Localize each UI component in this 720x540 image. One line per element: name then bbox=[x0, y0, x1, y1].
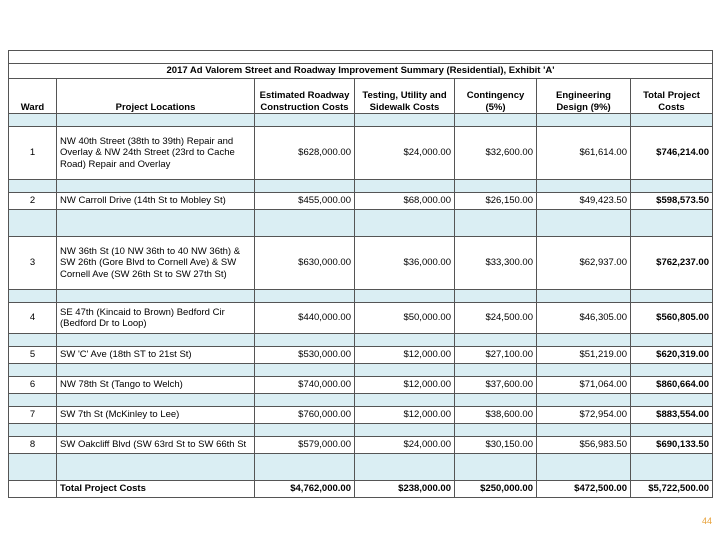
construction-cell: $630,000.00 bbox=[255, 237, 355, 290]
testing-cell: $24,000.00 bbox=[355, 127, 455, 180]
location-cell: SE 47th (Kincaid to Brown) Bedford Cir (Bedford Dr to Loop) bbox=[57, 303, 255, 334]
location-cell: SW Oakcliff Blvd (SW 63rd St to SW 66th St bbox=[57, 437, 255, 454]
table-row bbox=[9, 437, 713, 454]
header-engineering: Engineering Design (9%) bbox=[537, 79, 631, 114]
ward-cell: 3 bbox=[9, 237, 57, 290]
testing-cell: $68,000.00 bbox=[355, 193, 455, 210]
ward-cell: 5 bbox=[9, 347, 57, 364]
ward-cell: 4 bbox=[9, 303, 57, 334]
table-row bbox=[9, 303, 713, 334]
title-row bbox=[9, 64, 713, 79]
construction-cell: $740,000.00 bbox=[255, 377, 355, 394]
gap-row bbox=[9, 210, 713, 237]
engineering-cell: $56,983.50 bbox=[537, 437, 631, 454]
table-row bbox=[9, 347, 713, 364]
table-row bbox=[9, 127, 713, 180]
total-cell: $598,573.50 bbox=[631, 193, 713, 210]
engineering-cell: $51,219.00 bbox=[537, 347, 631, 364]
construction-cell: $760,000.00 bbox=[255, 407, 355, 424]
header-construction: Estimated Roadway Construction Costs bbox=[255, 79, 355, 114]
construction-cell: $628,000.00 bbox=[255, 127, 355, 180]
ward-cell: 6 bbox=[9, 377, 57, 394]
testing-cell: $12,000.00 bbox=[355, 377, 455, 394]
gap-row bbox=[9, 290, 713, 303]
gap-row bbox=[9, 424, 713, 437]
location-cell: NW 40th Street (38th to 39th) Repair and Overlay & NW 24th Street (23rd to Cache Road) Repair and Overlay bbox=[57, 127, 255, 180]
testing-cell: $12,000.00 bbox=[355, 347, 455, 364]
table-row bbox=[9, 237, 713, 290]
contingency-cell: $38,600.00 bbox=[455, 407, 537, 424]
total-testing: $238,000.00 bbox=[355, 481, 455, 498]
table-row bbox=[9, 193, 713, 210]
gap-row bbox=[9, 394, 713, 407]
ward-cell bbox=[9, 481, 57, 498]
construction-cell: $530,000.00 bbox=[255, 347, 355, 364]
gap-row bbox=[9, 334, 713, 347]
blank-row bbox=[9, 51, 713, 64]
table-title: 2017 Ad Valorem Street and Roadway Improvement Summary (Residential), Exhibit 'A' bbox=[9, 64, 713, 79]
ward-cell: 8 bbox=[9, 437, 57, 454]
engineering-cell: $49,423.50 bbox=[537, 193, 631, 210]
location-cell: NW 36th St (10 NW 36th to 40 NW 36th) & SW 26th (Gore Blvd to Cornell Ave) & SW Cornell Ave (SW 26th St to SW 27th St) bbox=[57, 237, 255, 290]
contingency-cell: $26,150.00 bbox=[455, 193, 537, 210]
engineering-cell: $62,937.00 bbox=[537, 237, 631, 290]
total-cell: $690,133.50 bbox=[631, 437, 713, 454]
grand-total: $5,722,500.00 bbox=[631, 481, 713, 498]
header-locations: Project Locations bbox=[57, 79, 255, 114]
cost-summary-table bbox=[8, 50, 713, 498]
header-contingency: Contingency (5%) bbox=[455, 79, 537, 114]
ward-cell: 2 bbox=[9, 193, 57, 210]
testing-cell: $24,000.00 bbox=[355, 437, 455, 454]
totals-label: Total Project Costs bbox=[57, 481, 255, 498]
ward-cell: 1 bbox=[9, 127, 57, 180]
location-cell: NW Carroll Drive (14th St to Mobley St) bbox=[57, 193, 255, 210]
total-cell: $560,805.00 bbox=[631, 303, 713, 334]
contingency-cell: $30,150.00 bbox=[455, 437, 537, 454]
testing-cell: $12,000.00 bbox=[355, 407, 455, 424]
header-testing: Testing, Utility and Sidewalk Costs bbox=[355, 79, 455, 114]
total-cell: $746,214.00 bbox=[631, 127, 713, 180]
contingency-cell: $37,600.00 bbox=[455, 377, 537, 394]
totals-row bbox=[9, 481, 713, 498]
header-ward: Ward bbox=[9, 79, 57, 114]
contingency-cell: $27,100.00 bbox=[455, 347, 537, 364]
total-engineering: $472,500.00 bbox=[537, 481, 631, 498]
contingency-cell: $24,500.00 bbox=[455, 303, 537, 334]
total-cell: $762,237.00 bbox=[631, 237, 713, 290]
engineering-cell: $72,954.00 bbox=[537, 407, 631, 424]
gap-row bbox=[9, 114, 713, 127]
total-cell: $860,664.00 bbox=[631, 377, 713, 394]
location-cell: SW 'C' Ave (18th ST to 21st St) bbox=[57, 347, 255, 364]
testing-cell: $36,000.00 bbox=[355, 237, 455, 290]
contingency-cell: $33,300.00 bbox=[455, 237, 537, 290]
engineering-cell: $61,614.00 bbox=[537, 127, 631, 180]
total-construction: $4,762,000.00 bbox=[255, 481, 355, 498]
ward-cell: 7 bbox=[9, 407, 57, 424]
testing-cell: $50,000.00 bbox=[355, 303, 455, 334]
engineering-cell: $71,064.00 bbox=[537, 377, 631, 394]
header-row bbox=[9, 79, 713, 114]
total-contingency: $250,000.00 bbox=[455, 481, 537, 498]
location-cell: NW 78th St (Tango to Welch) bbox=[57, 377, 255, 394]
total-cell: $883,554.00 bbox=[631, 407, 713, 424]
construction-cell: $579,000.00 bbox=[255, 437, 355, 454]
page-number: 44 bbox=[701, 516, 712, 526]
contingency-cell: $32,600.00 bbox=[455, 127, 537, 180]
gap-row bbox=[9, 454, 713, 481]
gap-row bbox=[9, 180, 713, 193]
engineering-cell: $46,305.00 bbox=[537, 303, 631, 334]
header-total: Total Project Costs bbox=[631, 79, 713, 114]
location-cell: SW 7th St (McKinley to Lee) bbox=[57, 407, 255, 424]
construction-cell: $440,000.00 bbox=[255, 303, 355, 334]
table-row bbox=[9, 377, 713, 394]
gap-row bbox=[9, 364, 713, 377]
construction-cell: $455,000.00 bbox=[255, 193, 355, 210]
total-cell: $620,319.00 bbox=[631, 347, 713, 364]
table-row bbox=[9, 407, 713, 424]
